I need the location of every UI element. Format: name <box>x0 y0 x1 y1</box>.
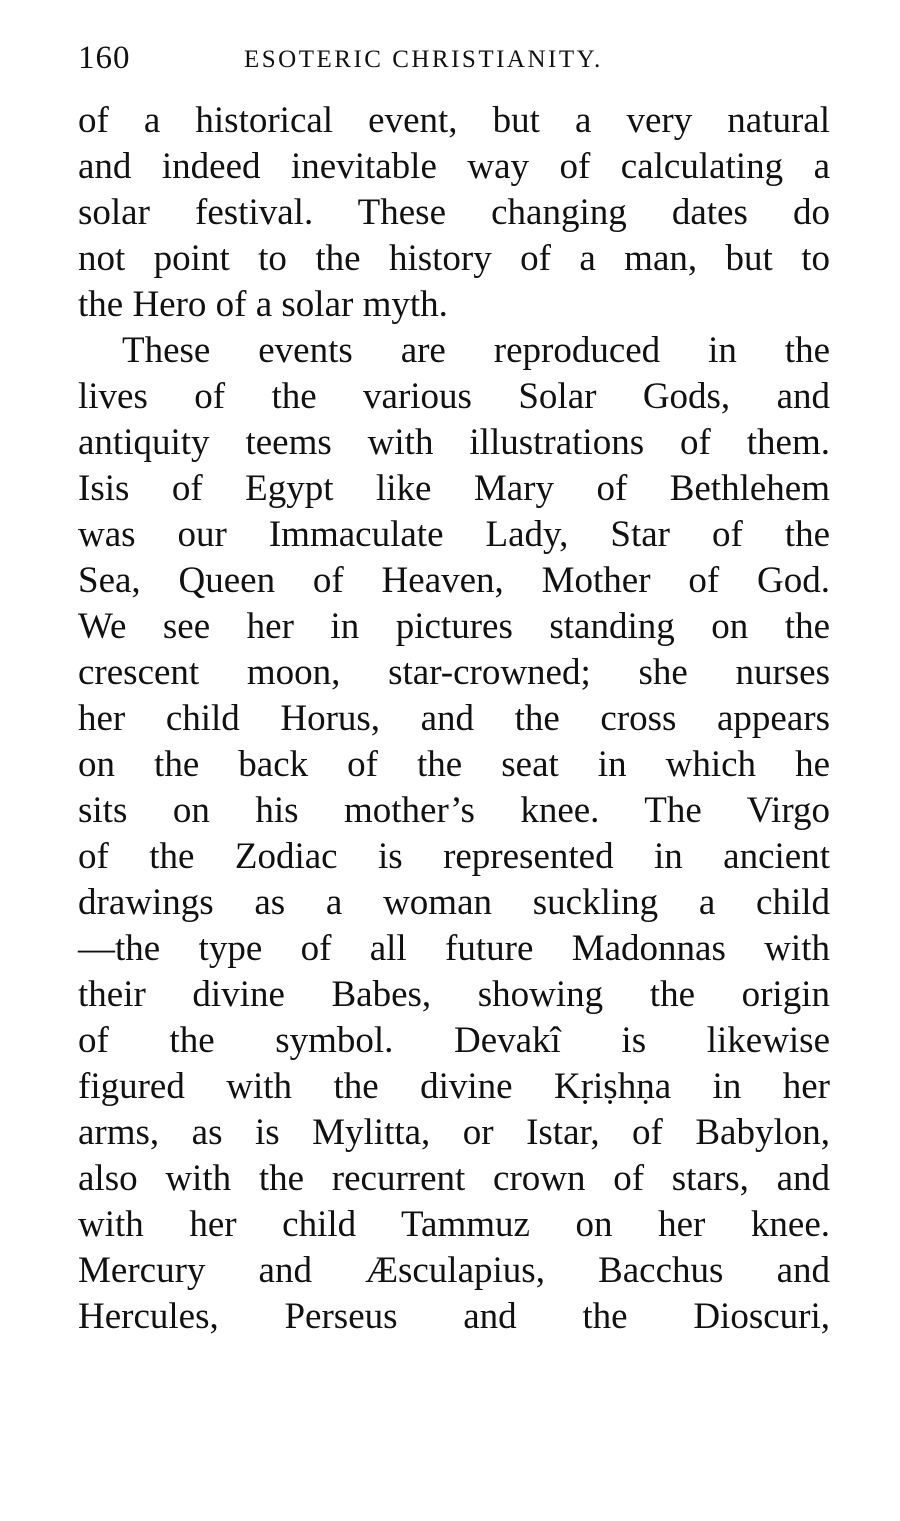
text-line: —the type of all future Madonnas with <box>78 928 830 969</box>
body-text <box>78 98 830 1340</box>
text-line: crescent moon, star-crowned; she nurses <box>78 652 830 693</box>
text-line: arms, as is Mylitta, or Istar, of Babylon, <box>78 1112 830 1153</box>
text-line: antiquity teems with illustrations of them. <box>78 422 830 463</box>
page-number: 160 <box>78 40 131 76</box>
text-line: lives of the various Solar Gods, and <box>78 376 830 417</box>
text-line: of the Zodiac is represented in ancient <box>78 836 830 877</box>
text-line: of a historical event, but a very natural <box>78 100 830 141</box>
text-line: We see her in pictures standing on the <box>78 606 830 647</box>
text-line: Mercury and Æsculapius, Bacchus and <box>78 1250 830 1291</box>
text-line: was our Immaculate Lady, Star of the <box>78 514 830 555</box>
paragraph-end-line: the Hero of a solar myth. <box>78 284 448 325</box>
text-line: of the symbol. Devakî is likewise <box>78 1020 830 1061</box>
running-title: ESOTERIC CHRISTIANITY. <box>244 46 603 73</box>
text-line: sits on his mother’s knee. The Virgo <box>78 790 830 831</box>
text-line: her child Horus, and the cross appears <box>78 698 830 739</box>
text-line: Isis of Egypt like Mary of Bethlehem <box>78 468 830 509</box>
text-line: drawings as a woman suckling a child <box>78 882 830 923</box>
text-line: figured with the divine Kṛiṣhṇa in her <box>78 1066 830 1107</box>
text-line: their divine Babes, showing the origin <box>78 974 830 1015</box>
text-line: solar festival. These changing dates do <box>78 192 830 233</box>
text-line: with her child Tammuz on her knee. <box>78 1204 830 1245</box>
running-head <box>78 38 838 78</box>
text-line: on the back of the seat in which he <box>78 744 830 785</box>
text-line: not point to the history of a man, but to <box>78 238 830 279</box>
paragraph-start-line: These events are reproduced in the <box>122 330 830 371</box>
text-line: Sea, Queen of Heaven, Mother of God. <box>78 560 830 601</box>
text-line: also with the recurrent crown of stars, and <box>78 1158 830 1199</box>
text-line: and indeed inevitable way of calculating a <box>78 146 830 187</box>
text-line: Hercules, Perseus and the Dioscuri, <box>78 1296 830 1337</box>
